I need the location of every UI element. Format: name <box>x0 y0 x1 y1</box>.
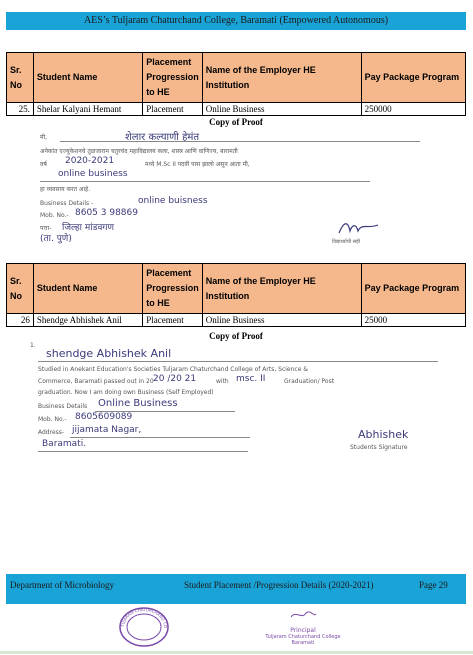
cell-pay: 250000 <box>361 103 465 116</box>
cell-pay: 25000 <box>361 314 465 327</box>
proof1-signature <box>336 219 381 237</box>
cell-placement: Placement <box>143 314 203 327</box>
proof2-mobile: 8605609089 <box>75 412 133 422</box>
proof2-line1: Studied in Anekant Education's Societies Tuljaram Chaturchand College of Arts, Science & <box>38 366 308 373</box>
col-pay: Pay Package Program <box>361 264 465 314</box>
proof1-mobile-label: Mob. No.- <box>40 212 69 219</box>
principal-signature <box>288 608 318 622</box>
proof-image-1: मी, शेलार कल्याणी हेमंत अनेकांत एज्युकेशनचे तुळजाराम चतुरचंद महाविद्यालय कला, शास्त्र आणि वाणिज्य, बारामती वर्ष 2020-2021 मध्ये M.Sc II पदवी पास झालो असून आता मी, online business हा व्यवसाय करत आहे. Business Details - online buisness Mob. No.- 8605 3 98869 पत्ता- जिल्हा मांडवगण (ता. पुणे) विद्यार्थ्याची सही <box>20 127 450 247</box>
cell-placement: Placement <box>143 103 203 116</box>
proof1-business: online business <box>58 169 128 179</box>
proof1-business-label: Business Details - <box>40 200 94 207</box>
proof1-business-detail: online buisness <box>138 196 208 206</box>
col-student-name: Student Name <box>33 264 142 314</box>
proof2-business-label: Business Details <box>38 403 88 410</box>
proof1-address: जिल्हा मांडवगण <box>62 223 114 233</box>
cell-student-name: Shendge Abhishek Anil <box>33 314 142 327</box>
col-employer: Name of the Employer HE Institution <box>202 264 361 314</box>
proof1-mobile: 8605 3 98869 <box>75 208 138 218</box>
proof1-year: 2020-2021 <box>65 156 115 166</box>
proof2-mobile-label: Mob. No.- <box>38 416 67 423</box>
table-header-row <box>7 53 466 103</box>
principal-city: Baramati <box>291 640 315 646</box>
proof2-index: 1. <box>30 342 36 349</box>
proof1-passed: मध्ये M.Sc II पदवी पास झालो असून आता मी, <box>145 161 250 168</box>
college-seal <box>118 606 170 648</box>
col-sr-no: Sr. No <box>7 264 34 314</box>
proof1-address2: (ता. पुणे) <box>40 234 72 244</box>
col-student-name: Student Name <box>33 53 142 103</box>
proof2-name: shendge Abhishek Anil <box>46 347 172 360</box>
footer-details: Student Placement /Progression Details (2020-2021) <box>184 580 374 590</box>
proof2-line2c: Graduation/ Post <box>284 378 335 385</box>
proof-title-1: Copy of Proof <box>209 117 263 127</box>
cell-sr-no: 25. <box>7 103 34 116</box>
placement-table-1 <box>6 52 466 116</box>
proof1-sig-caption: विद्यार्थ्याची सही <box>332 239 361 245</box>
principal-college: Tuljaram Chaturchand College <box>265 634 341 640</box>
principal-title: Principal <box>290 627 316 634</box>
proof2-line2a: Commerce, Baramati passed out in 20 <box>38 378 154 385</box>
proof2-signature: Abhishek <box>358 428 409 441</box>
cell-employer: Online Business <box>202 314 361 327</box>
college-title: AES’s Tuljaram Chaturchand College, Baramati (Empowered Autonomous) <box>83 15 389 26</box>
footer-page: Page 29 <box>419 580 448 590</box>
proof2-line2b: with <box>216 378 229 385</box>
proof2-business: Online Business <box>98 398 178 409</box>
proof2-address2: Baramati. <box>42 439 87 449</box>
col-placement: Placement Progression to HE <box>143 53 203 103</box>
college-seal-text: TUJARAM CHATURCHAND CO <box>119 606 169 629</box>
bottom-rule <box>0 651 473 654</box>
proof1-line1: अनेकांत एज्युकेशनचे तुळजाराम चतुरचंद महाविद्यालय कला, शास्त्र आणि वाणिज्य, बारामती <box>40 148 238 155</box>
principal-stamp <box>258 608 348 646</box>
page-footer <box>6 574 466 604</box>
proof-image-2 <box>20 341 450 466</box>
proof1-address-label: पत्ता- <box>40 225 52 232</box>
proof1-name: शेलार कल्याणी हेमंत <box>125 132 200 143</box>
page-header <box>6 12 466 30</box>
proof2-line3: graduation. Now I am doing own Business (Self Employed) <box>38 389 214 396</box>
proof2-address-label: Address- <box>38 429 65 436</box>
table-header-row <box>7 264 466 314</box>
proof2-sig-caption: Students Signature <box>350 444 408 451</box>
col-pay: Pay Package Program <box>361 53 465 103</box>
proof1-line3: हा व्यवसाय करत आहे. <box>40 186 91 193</box>
proof2-degree: msc. II <box>236 374 266 384</box>
col-placement: Placement Progression to HE <box>143 264 203 314</box>
placement-table-2 <box>6 263 466 327</box>
cell-student-name: Shelar Kalyani Hemant <box>33 103 142 116</box>
proof-title-2: Copy of Proof <box>209 331 263 341</box>
proof2-address: jijamata Nagar, <box>72 425 142 435</box>
col-employer: Name of the Employer HE Institution <box>202 53 361 103</box>
proof2-year: 20 /20 21 <box>153 374 197 384</box>
cell-sr-no: 26 <box>7 314 34 327</box>
footer-department: Department of Microbiology <box>10 580 114 590</box>
table-row <box>7 103 466 116</box>
cell-employer: Online Business <box>202 103 361 116</box>
table-row <box>7 314 466 327</box>
col-sr-no: Sr. No <box>7 53 34 103</box>
